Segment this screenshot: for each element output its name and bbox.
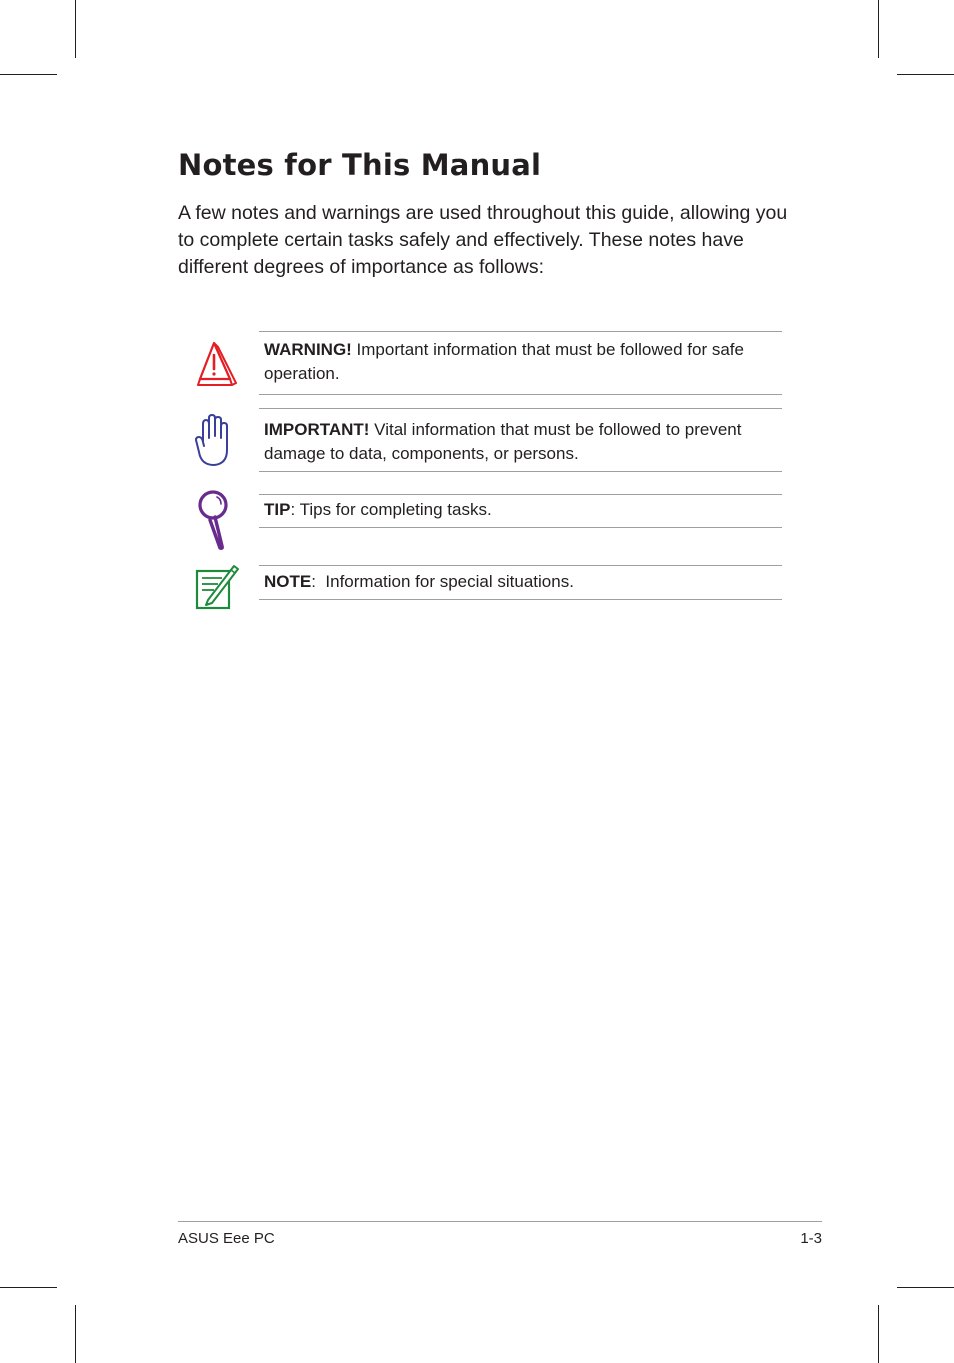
divider [259,331,782,332]
crop-mark [0,1287,57,1288]
divider [259,565,782,566]
footer-rule [178,1221,822,1222]
note-keyword: NOTE [264,572,312,591]
warning-note [264,338,786,386]
intro-paragraph: A few notes and warnings are used throughout this guide, allowing you to complete certain tasks safely and effectively. These notes have different degrees of importance as follows: [178,202,788,278]
crop-mark [878,1305,879,1363]
crop-mark [878,0,879,58]
magnifier-icon [196,488,232,550]
divider [259,494,782,495]
page-number: 1-3 [800,1230,822,1247]
important-note [264,418,786,466]
tip-text: : Tips for completing tasks. [290,500,492,519]
crop-mark [75,1305,76,1363]
crop-mark [897,74,954,75]
notepad-pencil-icon [194,562,240,612]
page-title: Notes for This Manual [178,148,542,182]
tip-keyword: TIP [264,500,291,519]
important-text: Vital information that must be followed to prevent damage to data, components, or persons. [264,420,742,463]
warning-triangle-icon [194,339,238,389]
divider [259,471,782,472]
crop-mark [897,1287,954,1288]
crop-mark [0,74,57,75]
raised-hand-icon [194,412,234,468]
divider [259,527,782,528]
footer-product-name: ASUS Eee PC [178,1230,275,1247]
divider [259,394,782,395]
divider [259,408,782,409]
tip-note [264,498,786,522]
note-note [264,570,786,594]
warning-keyword: WARNING! [264,340,352,359]
divider [259,599,782,600]
crop-mark [75,0,76,58]
important-keyword: IMPORTANT! [264,420,370,439]
note-text: : Information for special situations. [311,572,574,591]
warning-text: Important information that must be followed for safe operation. [264,340,744,383]
